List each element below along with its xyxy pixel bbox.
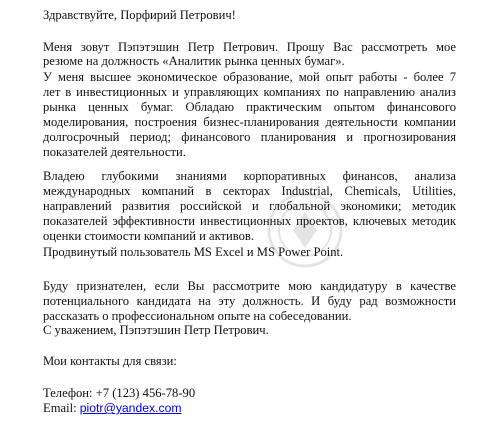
paragraph-2-line-3: рынка ценных бумаг. Обладаю практическим опытом финансового: [43, 100, 456, 114]
paragraph-3-line-3: направлений развития российской и глобальной экономики; методик: [43, 199, 456, 213]
paragraph-5-line-2: потенциального кандидата на эту должность. И буду рад возможности: [43, 294, 456, 308]
paragraph-2-line-6: показателей деятельности.: [43, 145, 186, 159]
paragraph-3-line-2: международных компаний в секторах Industrial, Chemicals, Utilities,: [43, 184, 456, 198]
paragraph-3-line-4: показателей эффективности инвестиционных проектов, ключевых методик: [43, 214, 456, 228]
paragraph-5-line-1: Буду признателен, если Вы рассмотрите мою кандидатуру в качестве: [43, 279, 456, 293]
paragraph-3-line-1: Владею глубокими знаниями корпоративных финансов, анализа: [43, 169, 456, 183]
paragraph-2-line-1: У меня высшее экономическое образование, мой опыт работы - более 7: [43, 70, 456, 84]
paragraph-4: Продвинутый пользователь MS Excel и MS Power Point.: [43, 245, 344, 259]
email-label: Email:: [43, 401, 80, 415]
email-line: [43, 401, 182, 416]
closing: С уважением, Пэпэтэшин Петр Петрович.: [43, 323, 269, 337]
paragraph-2-line-4: моделирования, построения бизнес-планирования деятельности компании: [43, 115, 456, 129]
email-link[interactable]: piotr@yandex.com: [79, 401, 182, 415]
paragraph-2-line-2: лет в инвестиционных и управляющих компаниях по направлению анализ: [43, 85, 456, 99]
paragraph-1-line-1: Меня зовут Пэпэтэшин Петр Петрович. Прошу Вас рассмотреть мое: [43, 40, 456, 54]
contacts-heading: Мои контакты для связи:: [43, 354, 177, 368]
paragraph-5-line-3: рассказать о профессиональном опыте на собеседовании.: [43, 309, 352, 323]
paragraph-1-line-2: резюме на должность «Аналитик рынка ценных бумаг».: [43, 54, 345, 68]
phone-line: Телефон: +7 (123) 456-78-90: [43, 386, 196, 400]
greeting: Здравствуйте, Порфирий Петрович!: [43, 8, 236, 22]
paragraph-2-line-5: долгосрочный период; финансового планирования и прогнозирования: [43, 130, 456, 144]
paragraph-3-line-5: оценки стоимости компаний и активов.: [43, 229, 255, 243]
